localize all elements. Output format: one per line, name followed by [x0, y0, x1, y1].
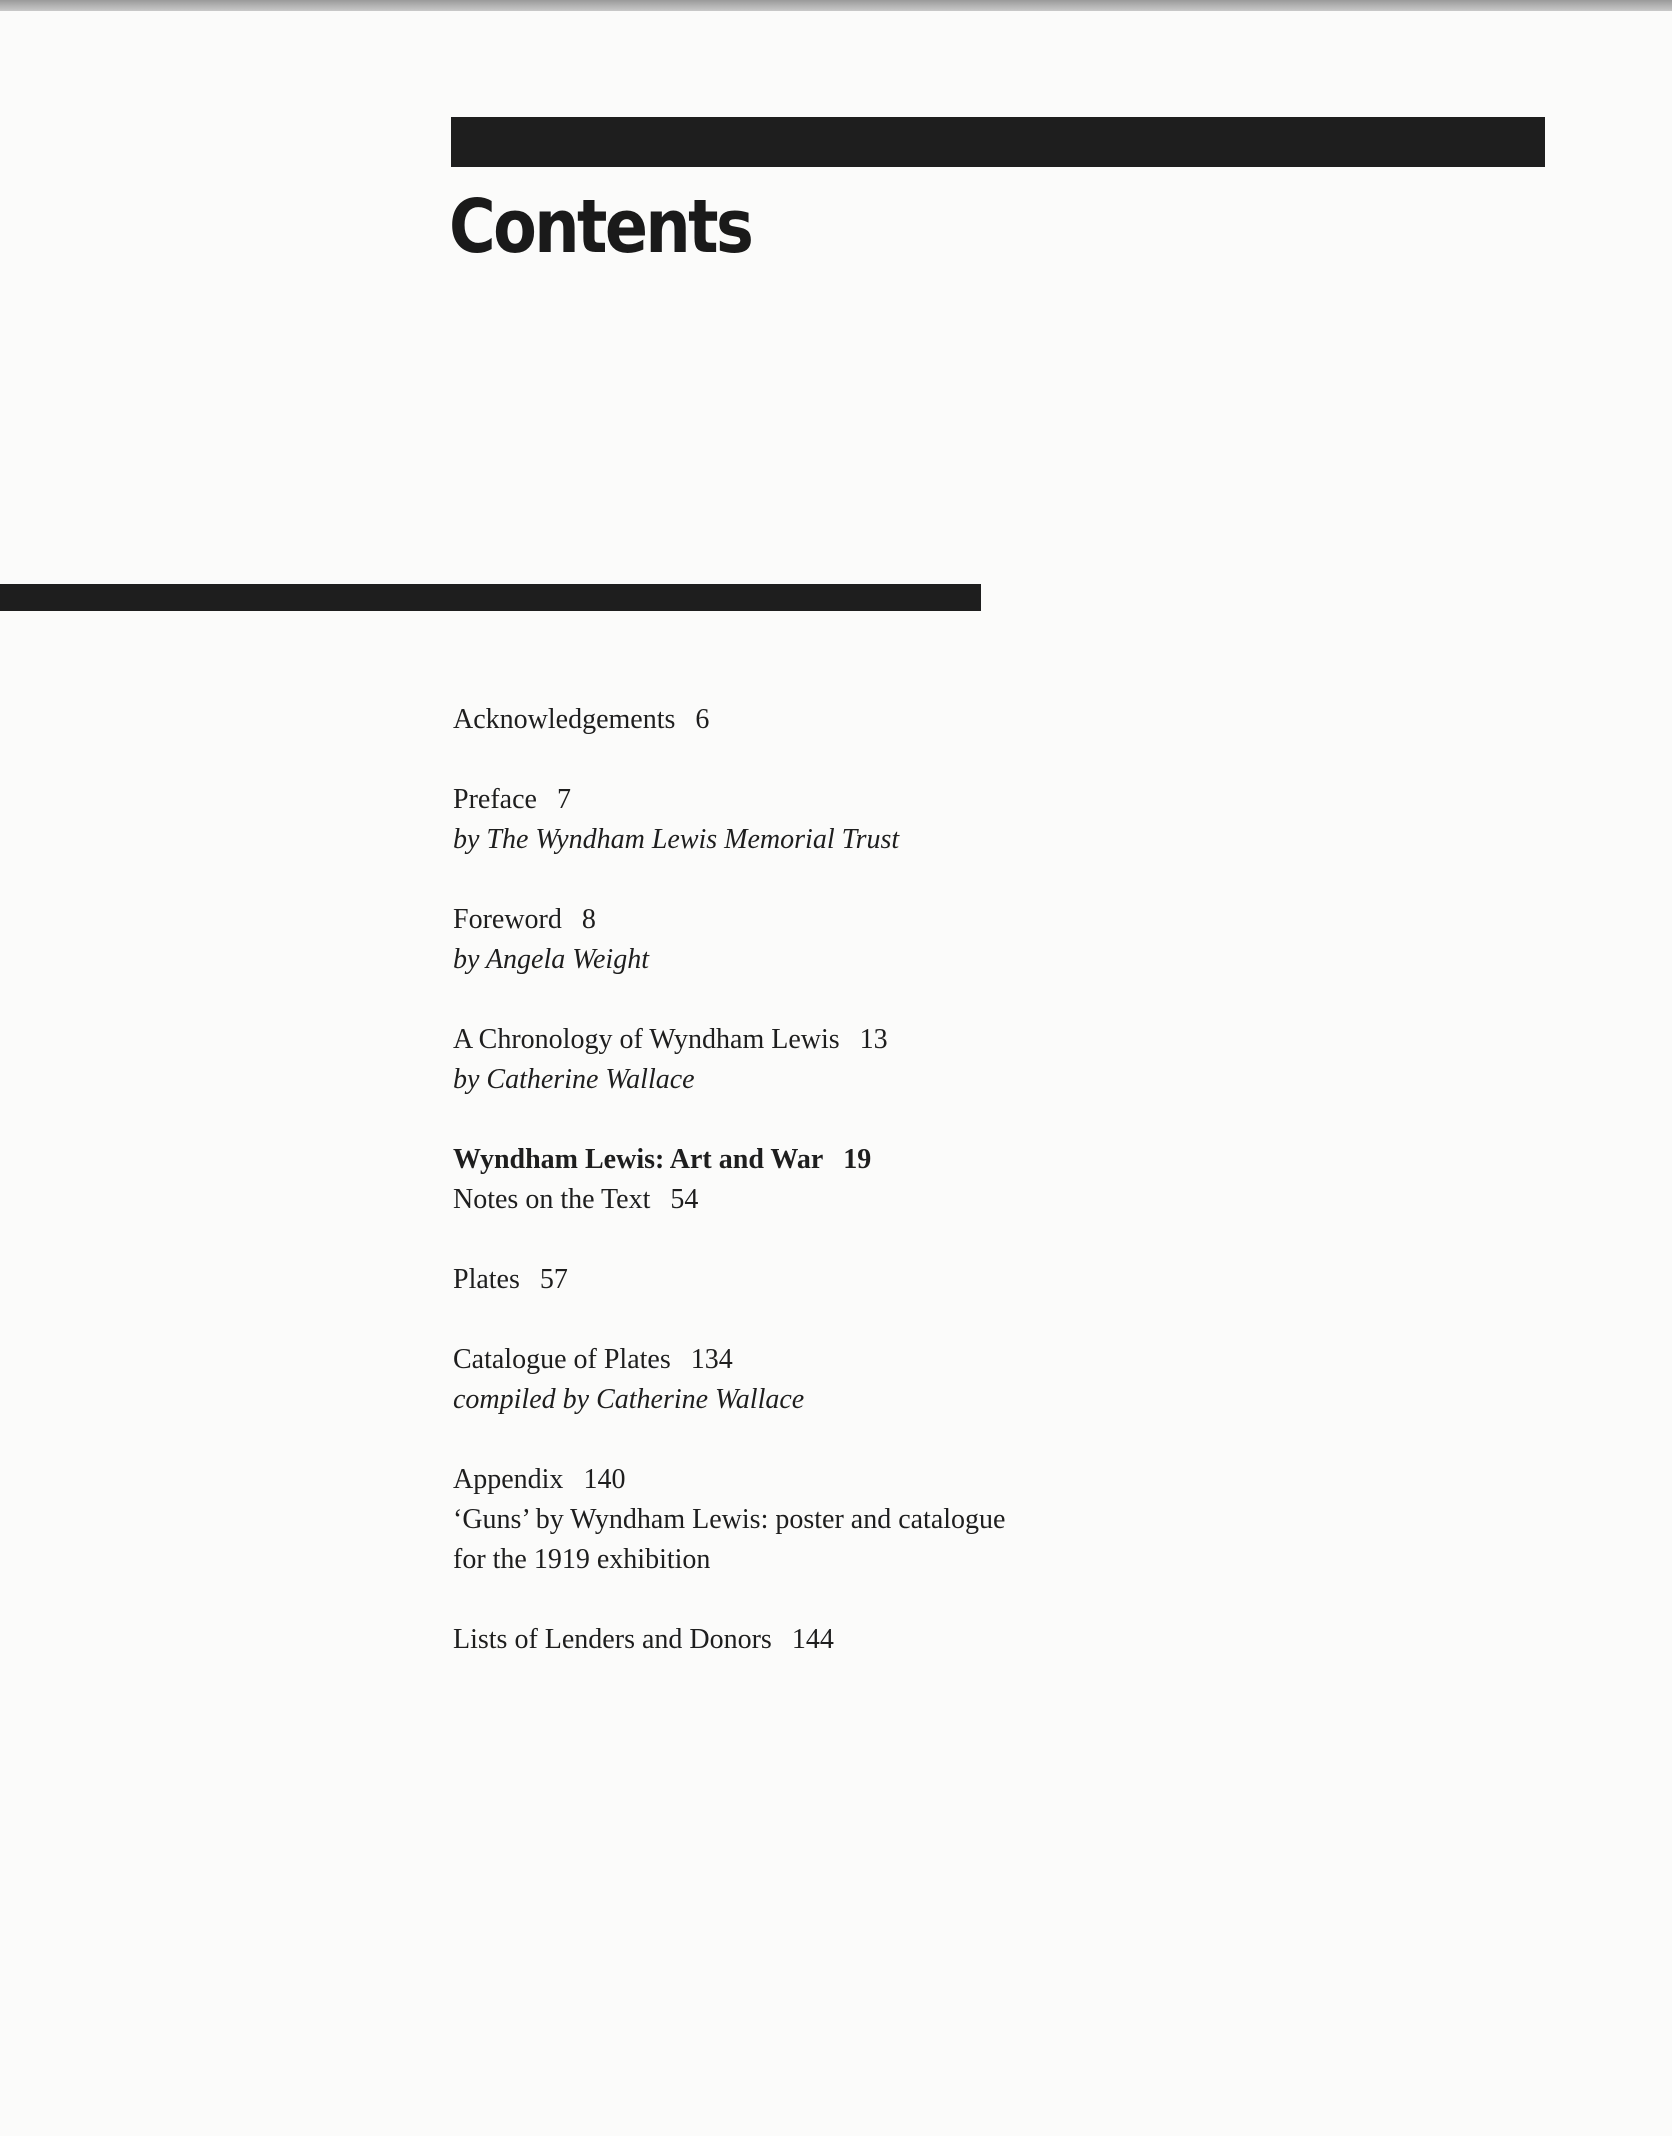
toc-entry-title: Appendix — [453, 1464, 564, 1495]
toc-entry-catalogue — [453, 1340, 1153, 1420]
toc-entry-description: ‘Guns’ by Wyndham Lewis: poster and catalogue — [453, 1504, 1006, 1535]
toc-entry-byline: by Angela Weight — [453, 944, 649, 975]
header-rule-top — [451, 117, 1545, 167]
toc-entry-page: 6 — [695, 704, 710, 735]
toc-entry-line — [453, 1340, 1153, 1380]
toc-entry-acknowledgements — [453, 700, 1153, 740]
scan-top-edge — [0, 0, 1672, 11]
toc-entry-foreword — [453, 900, 1153, 980]
toc-entry-plates — [453, 1260, 1153, 1300]
toc-entry-title: Plates — [453, 1264, 520, 1295]
toc-entry-title: Wyndham Lewis: Art and War — [453, 1144, 824, 1175]
toc-entry-preface — [453, 780, 1153, 860]
toc-entry-title: Notes on the Text — [453, 1184, 651, 1215]
toc-entry-line — [453, 1460, 1153, 1500]
toc-entry-title: Catalogue of Plates — [453, 1344, 671, 1375]
toc-entry-line — [453, 1180, 1153, 1220]
toc-entry-appendix — [453, 1460, 1153, 1580]
toc-entry-line — [453, 1140, 1153, 1180]
toc-entry-line — [453, 700, 1153, 740]
toc-entry-page: 134 — [690, 1344, 733, 1375]
toc-entry-notes — [453, 1180, 1153, 1220]
toc-entry-chronology — [453, 1020, 1153, 1100]
toc-entry-line — [453, 780, 1153, 820]
toc-entry-line — [453, 1020, 1153, 1060]
table-of-contents — [453, 700, 1153, 1700]
toc-entry-page: 54 — [670, 1184, 699, 1215]
toc-entry-line — [453, 900, 1153, 940]
toc-entry-line — [453, 1620, 1153, 1660]
toc-entry-art-and-war — [453, 1140, 1153, 1180]
toc-entry-byline: compiled by Catherine Wallace — [453, 1384, 805, 1415]
toc-entry-page: 140 — [583, 1464, 626, 1495]
toc-entry-lenders — [453, 1620, 1153, 1660]
toc-entry-byline: by Catherine Wallace — [453, 1064, 695, 1095]
toc-entry-page: 8 — [581, 904, 596, 935]
header-rule-middle — [0, 584, 981, 611]
toc-entry-byline: by The Wyndham Lewis Memorial Trust — [453, 824, 900, 855]
toc-entry-page: 19 — [843, 1144, 872, 1175]
toc-entry-page: 13 — [859, 1024, 888, 1055]
toc-entry-page: 7 — [556, 784, 571, 815]
toc-entry-title: Foreword — [453, 904, 562, 935]
toc-entry-page: 144 — [791, 1624, 834, 1655]
toc-entry-title: Preface — [453, 784, 537, 815]
toc-entry-line — [453, 1260, 1153, 1300]
toc-entry-title: A Chronology of Wyndham Lewis — [453, 1024, 840, 1055]
toc-entry-page: 57 — [539, 1264, 568, 1295]
toc-entry-description: for the 1919 exhibition — [453, 1544, 711, 1575]
toc-entry-title: Acknowledgements — [453, 704, 676, 735]
page-title: Contents — [449, 184, 752, 270]
toc-entry-title: Lists of Lenders and Donors — [453, 1624, 772, 1655]
